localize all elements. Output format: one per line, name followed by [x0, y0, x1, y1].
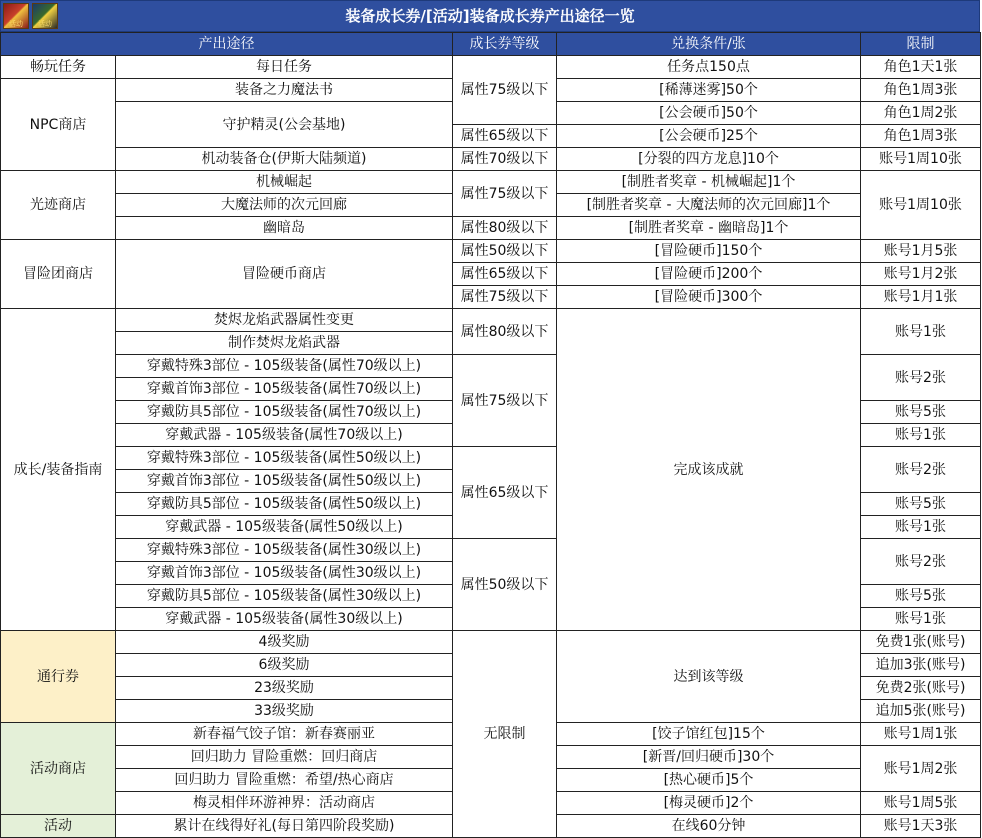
source-cell: 装备之力魔法书	[116, 79, 453, 102]
voucher-icon: 活动	[3, 3, 29, 29]
limit-cell: 角色1周2张	[861, 102, 981, 125]
category-cell: 成长/装备指南	[1, 309, 116, 631]
condition-cell: [冒险硬币]200个	[557, 263, 861, 286]
limit-cell: 免费2张(账号)	[861, 677, 981, 700]
source-cell: 回归助力 冒险重燃：希望/热心商店	[116, 769, 453, 792]
limit-cell: 账号1张	[861, 608, 981, 631]
col-level: 成长券等级	[453, 33, 557, 56]
source-cell: 制作焚烬龙焰武器	[116, 332, 453, 355]
condition-cell: [分裂的四方龙息]10个	[557, 148, 861, 171]
source-cell: 6级奖励	[116, 654, 453, 677]
condition-cell: [制胜者奖章 - 机械崛起]1个	[557, 171, 861, 194]
source-cell: 穿戴防具5部位 - 105级装备(属性50级以上)	[116, 493, 453, 516]
limit-cell: 账号1周10张	[861, 171, 981, 240]
category-cell: 光迹商店	[1, 171, 116, 240]
limit-cell: 账号1周1张	[861, 723, 981, 746]
limit-cell: 追加5张(账号)	[861, 700, 981, 723]
source-cell: 累计在线得好礼(每日第四阶段奖励)	[116, 815, 453, 838]
source-cell: 穿戴武器 - 105级装备(属性50级以上)	[116, 516, 453, 539]
col-source: 产出途径	[1, 33, 453, 56]
source-cell: 穿戴首饰3部位 - 105级装备(属性30级以上)	[116, 562, 453, 585]
condition-cell: [新晋/回归硬币]30个	[557, 746, 861, 769]
source-cell: 回归助力 冒险重燃：回归商店	[116, 746, 453, 769]
col-condition: 兑换条件/张	[557, 33, 861, 56]
limit-cell: 追加3张(账号)	[861, 654, 981, 677]
condition-cell: [制胜者奖章 - 幽暗岛]1个	[557, 217, 861, 240]
source-cell: 4级奖励	[116, 631, 453, 654]
level-cell: 属性75级以下	[453, 171, 557, 217]
category-cell: 通行券	[1, 631, 116, 723]
source-cell: 23级奖励	[116, 677, 453, 700]
source-cell: 穿戴首饰3部位 - 105级装备(属性70级以上)	[116, 378, 453, 401]
limit-cell: 账号1月1张	[861, 286, 981, 309]
category-cell: NPC商店	[1, 79, 116, 171]
level-cell: 属性70级以下	[453, 148, 557, 171]
table-row	[1, 56, 981, 79]
table-row	[1, 148, 981, 171]
source-cell: 梅灵相伴环游神界：活动商店	[116, 792, 453, 815]
condition-cell: [公会硬币]25个	[557, 125, 861, 148]
limit-cell: 角色1天1张	[861, 56, 981, 79]
voucher-icon-2: 活动	[32, 3, 58, 29]
limit-cell: 角色1周3张	[861, 79, 981, 102]
title-bar	[0, 0, 980, 32]
source-cell: 新春福气饺子馆：新春赛丽亚	[116, 723, 453, 746]
source-cell: 穿戴武器 - 105级装备(属性30级以上)	[116, 608, 453, 631]
source-cell: 冒险硬币商店	[116, 240, 453, 309]
condition-cell: [梅灵硬币]2个	[557, 792, 861, 815]
table-row	[1, 309, 981, 332]
source-cell: 幽暗岛	[116, 217, 453, 240]
source-cell: 守护精灵(公会基地)	[116, 102, 453, 148]
limit-cell: 账号1张	[861, 309, 981, 355]
level-cell: 属性50级以下	[453, 539, 557, 631]
source-cell: 穿戴武器 - 105级装备(属性70级以上)	[116, 424, 453, 447]
level-cell: 属性75级以下	[453, 286, 557, 309]
category-cell: 畅玩任务	[1, 56, 116, 79]
limit-cell: 账号1张	[861, 516, 981, 539]
level-cell: 属性65级以下	[453, 447, 557, 539]
limit-cell: 账号2张	[861, 447, 981, 493]
limit-cell: 账号2张	[861, 355, 981, 401]
source-cell: 穿戴特殊3部位 - 105级装备(属性70级以上)	[116, 355, 453, 378]
condition-cell: [饺子馆红包]15个	[557, 723, 861, 746]
level-cell: 属性65级以下	[453, 263, 557, 286]
category-cell: 活动商店	[1, 723, 116, 815]
level-cell: 属性50级以下	[453, 240, 557, 263]
level-cell: 无限制	[453, 631, 557, 838]
limit-cell: 账号1月5张	[861, 240, 981, 263]
voucher-table	[0, 32, 981, 838]
limit-cell: 角色1周3张	[861, 125, 981, 148]
source-cell: 33级奖励	[116, 700, 453, 723]
limit-cell: 账号5张	[861, 493, 981, 516]
page-title: 装备成长券/[活动]装备成长券产出途径一览	[345, 7, 635, 25]
header-row	[1, 33, 981, 56]
limit-cell: 账号1天3张	[861, 815, 981, 838]
level-cell: 属性75级以下	[453, 355, 557, 447]
category-cell: 活动	[1, 815, 116, 838]
source-cell: 机动装备仓(伊斯大陆频道)	[116, 148, 453, 171]
source-cell: 穿戴防具5部位 - 105级装备(属性30级以上)	[116, 585, 453, 608]
limit-cell: 账号2张	[861, 539, 981, 585]
category-cell: 冒险团商店	[1, 240, 116, 309]
table-row	[1, 217, 981, 240]
table-row	[1, 240, 981, 263]
condition-cell: 任务点150点	[557, 56, 861, 79]
condition-cell: [公会硬币]50个	[557, 102, 861, 125]
condition-cell: 完成该成就	[557, 309, 861, 631]
condition-cell: 达到该等级	[557, 631, 861, 723]
limit-cell: 账号1周10张	[861, 148, 981, 171]
limit-cell: 免费1张(账号)	[861, 631, 981, 654]
condition-cell: [冒险硬币]300个	[557, 286, 861, 309]
level-cell: 属性75级以下	[453, 56, 557, 125]
limit-cell: 账号5张	[861, 585, 981, 608]
limit-cell: 账号1周2张	[861, 746, 981, 792]
source-cell: 穿戴防具5部位 - 105级装备(属性70级以上)	[116, 401, 453, 424]
level-cell: 属性65级以下	[453, 125, 557, 148]
col-limit: 限制	[861, 33, 981, 56]
source-cell: 机械崛起	[116, 171, 453, 194]
source-cell: 焚烬龙焰武器属性变更	[116, 309, 453, 332]
limit-cell: 账号1张	[861, 424, 981, 447]
table-row	[1, 171, 981, 194]
level-cell: 属性80级以下	[453, 309, 557, 355]
level-cell: 属性80级以下	[453, 217, 557, 240]
source-cell: 每日任务	[116, 56, 453, 79]
source-cell: 穿戴首饰3部位 - 105级装备(属性50级以上)	[116, 470, 453, 493]
source-cell: 穿戴特殊3部位 - 105级装备(属性30级以上)	[116, 539, 453, 562]
source-cell: 大魔法师的次元回廊	[116, 194, 453, 217]
limit-cell: 账号5张	[861, 401, 981, 424]
condition-cell: [制胜者奖章 - 大魔法师的次元回廊]1个	[557, 194, 861, 217]
source-cell: 穿戴特殊3部位 - 105级装备(属性50级以上)	[116, 447, 453, 470]
condition-cell: [冒险硬币]150个	[557, 240, 861, 263]
condition-cell: 在线60分钟	[557, 815, 861, 838]
limit-cell: 账号1周5张	[861, 792, 981, 815]
table-row	[1, 631, 981, 654]
condition-cell: [热心硬币]5个	[557, 769, 861, 792]
limit-cell: 账号1月2张	[861, 263, 981, 286]
condition-cell: [稀薄迷雾]50个	[557, 79, 861, 102]
